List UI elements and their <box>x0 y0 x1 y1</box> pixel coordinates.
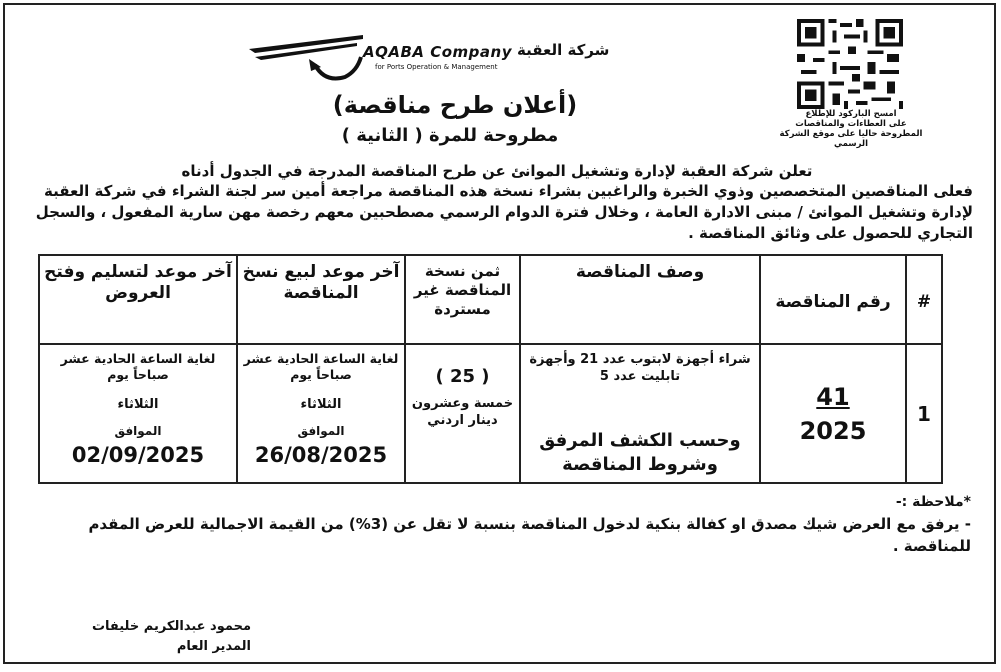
description-terms: وحسب الكشف المرفق وشروط المناقصة <box>539 430 741 475</box>
header-num: # <box>906 255 942 344</box>
announcement-subtitle: مطروحة للمرة ( الثانية ) <box>341 125 559 146</box>
signatory-title: المدير العام <box>176 639 251 654</box>
qr-caption-line: امسح الباركود للإطلاع <box>805 109 897 119</box>
row-fee <box>405 344 520 483</box>
description-items: شراء أجهزة لابتوب عدد 21 وأجهزة تابليت عدد 5 <box>529 352 751 384</box>
submit-on-label: الموافق <box>114 424 162 438</box>
row-sale-deadline <box>237 344 405 483</box>
header-sale-deadline: آخر موعد لبيع نسخ المناقصة <box>237 255 405 344</box>
tender-table <box>38 254 943 484</box>
row-submit-deadline <box>39 344 237 483</box>
fee-amount: ( 25 ) <box>435 366 490 387</box>
sale-date: 26/08/2025 <box>254 443 388 467</box>
notes-text: - يرفق مع العرض شيك مصدق او كفالة بنكية لدخول المناقصة بنسبة لا تقل عن (3%) من القيمة الاجمالية للعرض المقدم للمناقصة . <box>88 515 971 555</box>
sale-day: الثلاثاء <box>300 397 342 412</box>
notes-section <box>41 491 971 557</box>
header-submit-deadline: آخر موعد لتسليم وفتح العروض <box>39 255 237 344</box>
table-row <box>39 344 942 483</box>
header-tender-no: رقم المناقصة <box>760 255 906 344</box>
announcement-title: (أعلان طرح مناقصة) <box>332 91 578 119</box>
row-tender-id <box>760 344 906 483</box>
fee-in-words: خمسة وعشرون دينار اردني <box>411 396 514 428</box>
qr-caption-line: المطروحة حاليا على موقع الشركة الرسمي <box>779 129 923 149</box>
qr-code-icon[interactable] <box>792 19 908 109</box>
submit-date: 02/09/2025 <box>71 443 205 467</box>
notes-heading: *ملاحظة :- <box>895 494 971 510</box>
row-description <box>520 344 760 483</box>
company-name-en: AQABA Company <box>363 43 512 61</box>
qr-caption-line: على العطاءات والمناقصات <box>795 119 907 129</box>
table-header-row <box>39 255 942 344</box>
sale-time: لغاية الساعة الحادية عشر صباحاً يوم <box>243 351 399 382</box>
header-fee: ثمن نسخة المناقصة غير مستردة <box>405 255 520 344</box>
row-num: 1 <box>906 344 942 483</box>
submit-time: لغاية الساعة الحادية عشر صباحاً يوم <box>60 351 216 382</box>
tender-announcement <box>3 3 996 664</box>
submit-day: الثلاثاء <box>117 397 159 412</box>
signature-block <box>51 617 251 657</box>
announcement-intro: تعلن شركة العقبة لإدارة وتشغيل الموانئ عن طرح المناقصة المدرجة في الجدول أدناه <box>181 162 813 180</box>
qr-caption <box>765 109 937 149</box>
signatory-name: محمود عبدالكريم خليفات <box>91 619 251 634</box>
tender-number: 41 <box>816 382 850 411</box>
announcement-paragraph: فعلى المناقصين المتخصصين وذوي الخبرة والراغبين بشراء نسخة هذه المناقصة مراجعة أمين سر لجنة الشراء في شركة العقبة لإدارة وتشغيل الموانئ / مبنى الادارة العامة ، وخلال فترة الدوام الرسمي مصطحبين معهم رخصة مهن سارية المفعول ، والسجل التجاري للحصول على وثائق المناقصة . <box>35 182 973 242</box>
sale-on-label: الموافق <box>297 424 345 438</box>
company-logo <box>245 27 645 97</box>
company-tagline: for Ports Operation & Management <box>375 63 498 71</box>
tender-year: 2025 <box>799 416 867 445</box>
header-description: وصف المناقصة <box>520 255 760 344</box>
ship-logo-icon <box>245 27 375 87</box>
company-name-ar: شركة العقبة <box>517 41 610 59</box>
